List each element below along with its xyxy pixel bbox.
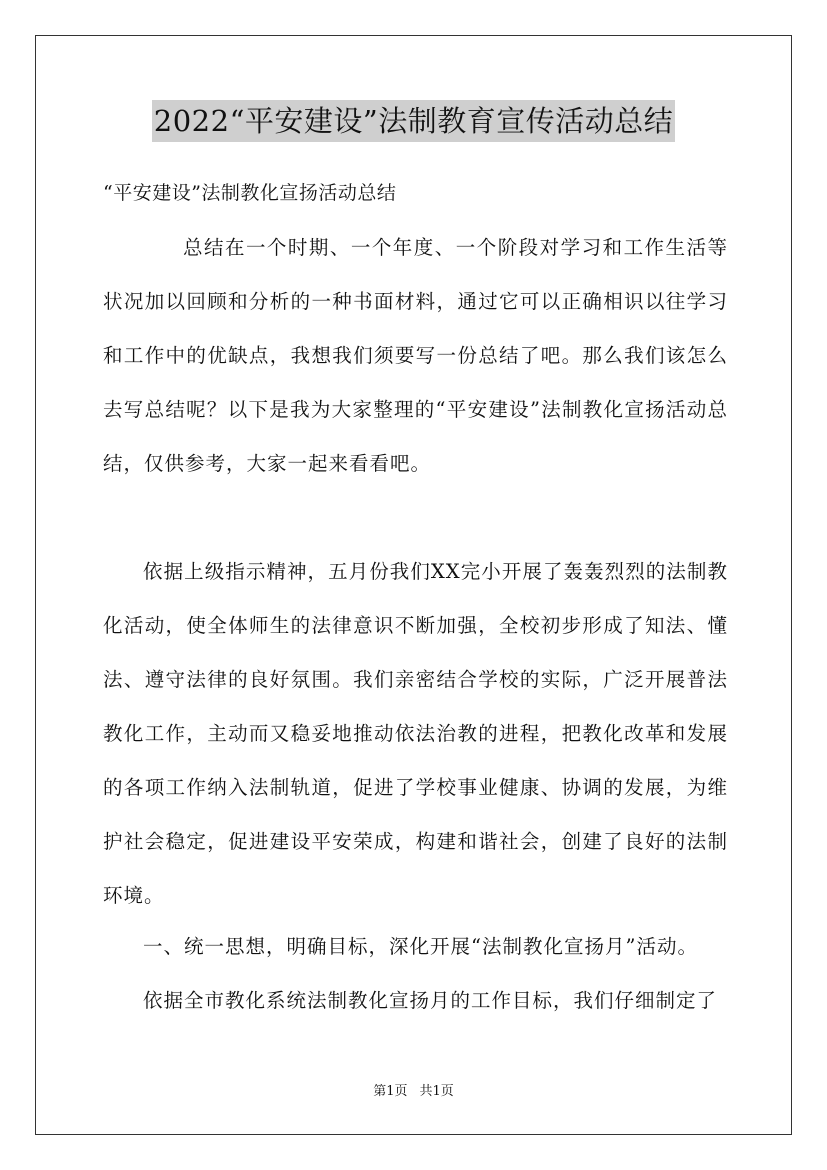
section-heading: 一、统一思想，明确目标，深化开展“法制教化宣扬月”活动。 — [143, 935, 698, 958]
page-total: 共1页 — [419, 1084, 454, 1099]
paragraph-continued: 依据全市教化系统法制教化宣扬月的工作目标，我们仔细制定了 — [143, 989, 718, 1012]
page-number: 第1页 — [373, 1084, 408, 1099]
paragraph-intro: 总结在一个时期、一个年度、一个阶段对学习和工作生活等状况加以回顾和分析的一种书面材料，通过它可以正确相识以往学习和工作中的优缺点，我想我们须要写一份总结了吧。那么我们该怎么去写总结呢？以下是我为大家整理的“平安建设”法制教化宣扬活动总结，仅供参考，大家一起来看看吧。 — [103, 236, 728, 475]
paragraph-body: 依据上级指示精神，五月份我们XX完小开展了轰轰烈烈的法制教化活动，使全体师生的法律意识不断加强，全校初步形成了知法、懂法、遵守法律的良好氛围。我们亲密结合学校的实际，广泛开展普法教化工作，主动而又稳妥地推动依法治教的进程，把教化改革和发展的各项工作纳入法制轨道，促进了学校事业健康、协调的发展，为维护社会稳定，促进建设平安荣成，构建和谐社会，创建了良好的法制环境。 — [103, 560, 728, 907]
title-container — [0, 100, 827, 142]
document-subtitle: “平安建设”法制教化宣扬活动总结 — [103, 182, 397, 204]
page-footer — [0, 1083, 827, 1101]
document-title: 2022“平安建设”法制教育宣传活动总结 — [152, 100, 675, 142]
